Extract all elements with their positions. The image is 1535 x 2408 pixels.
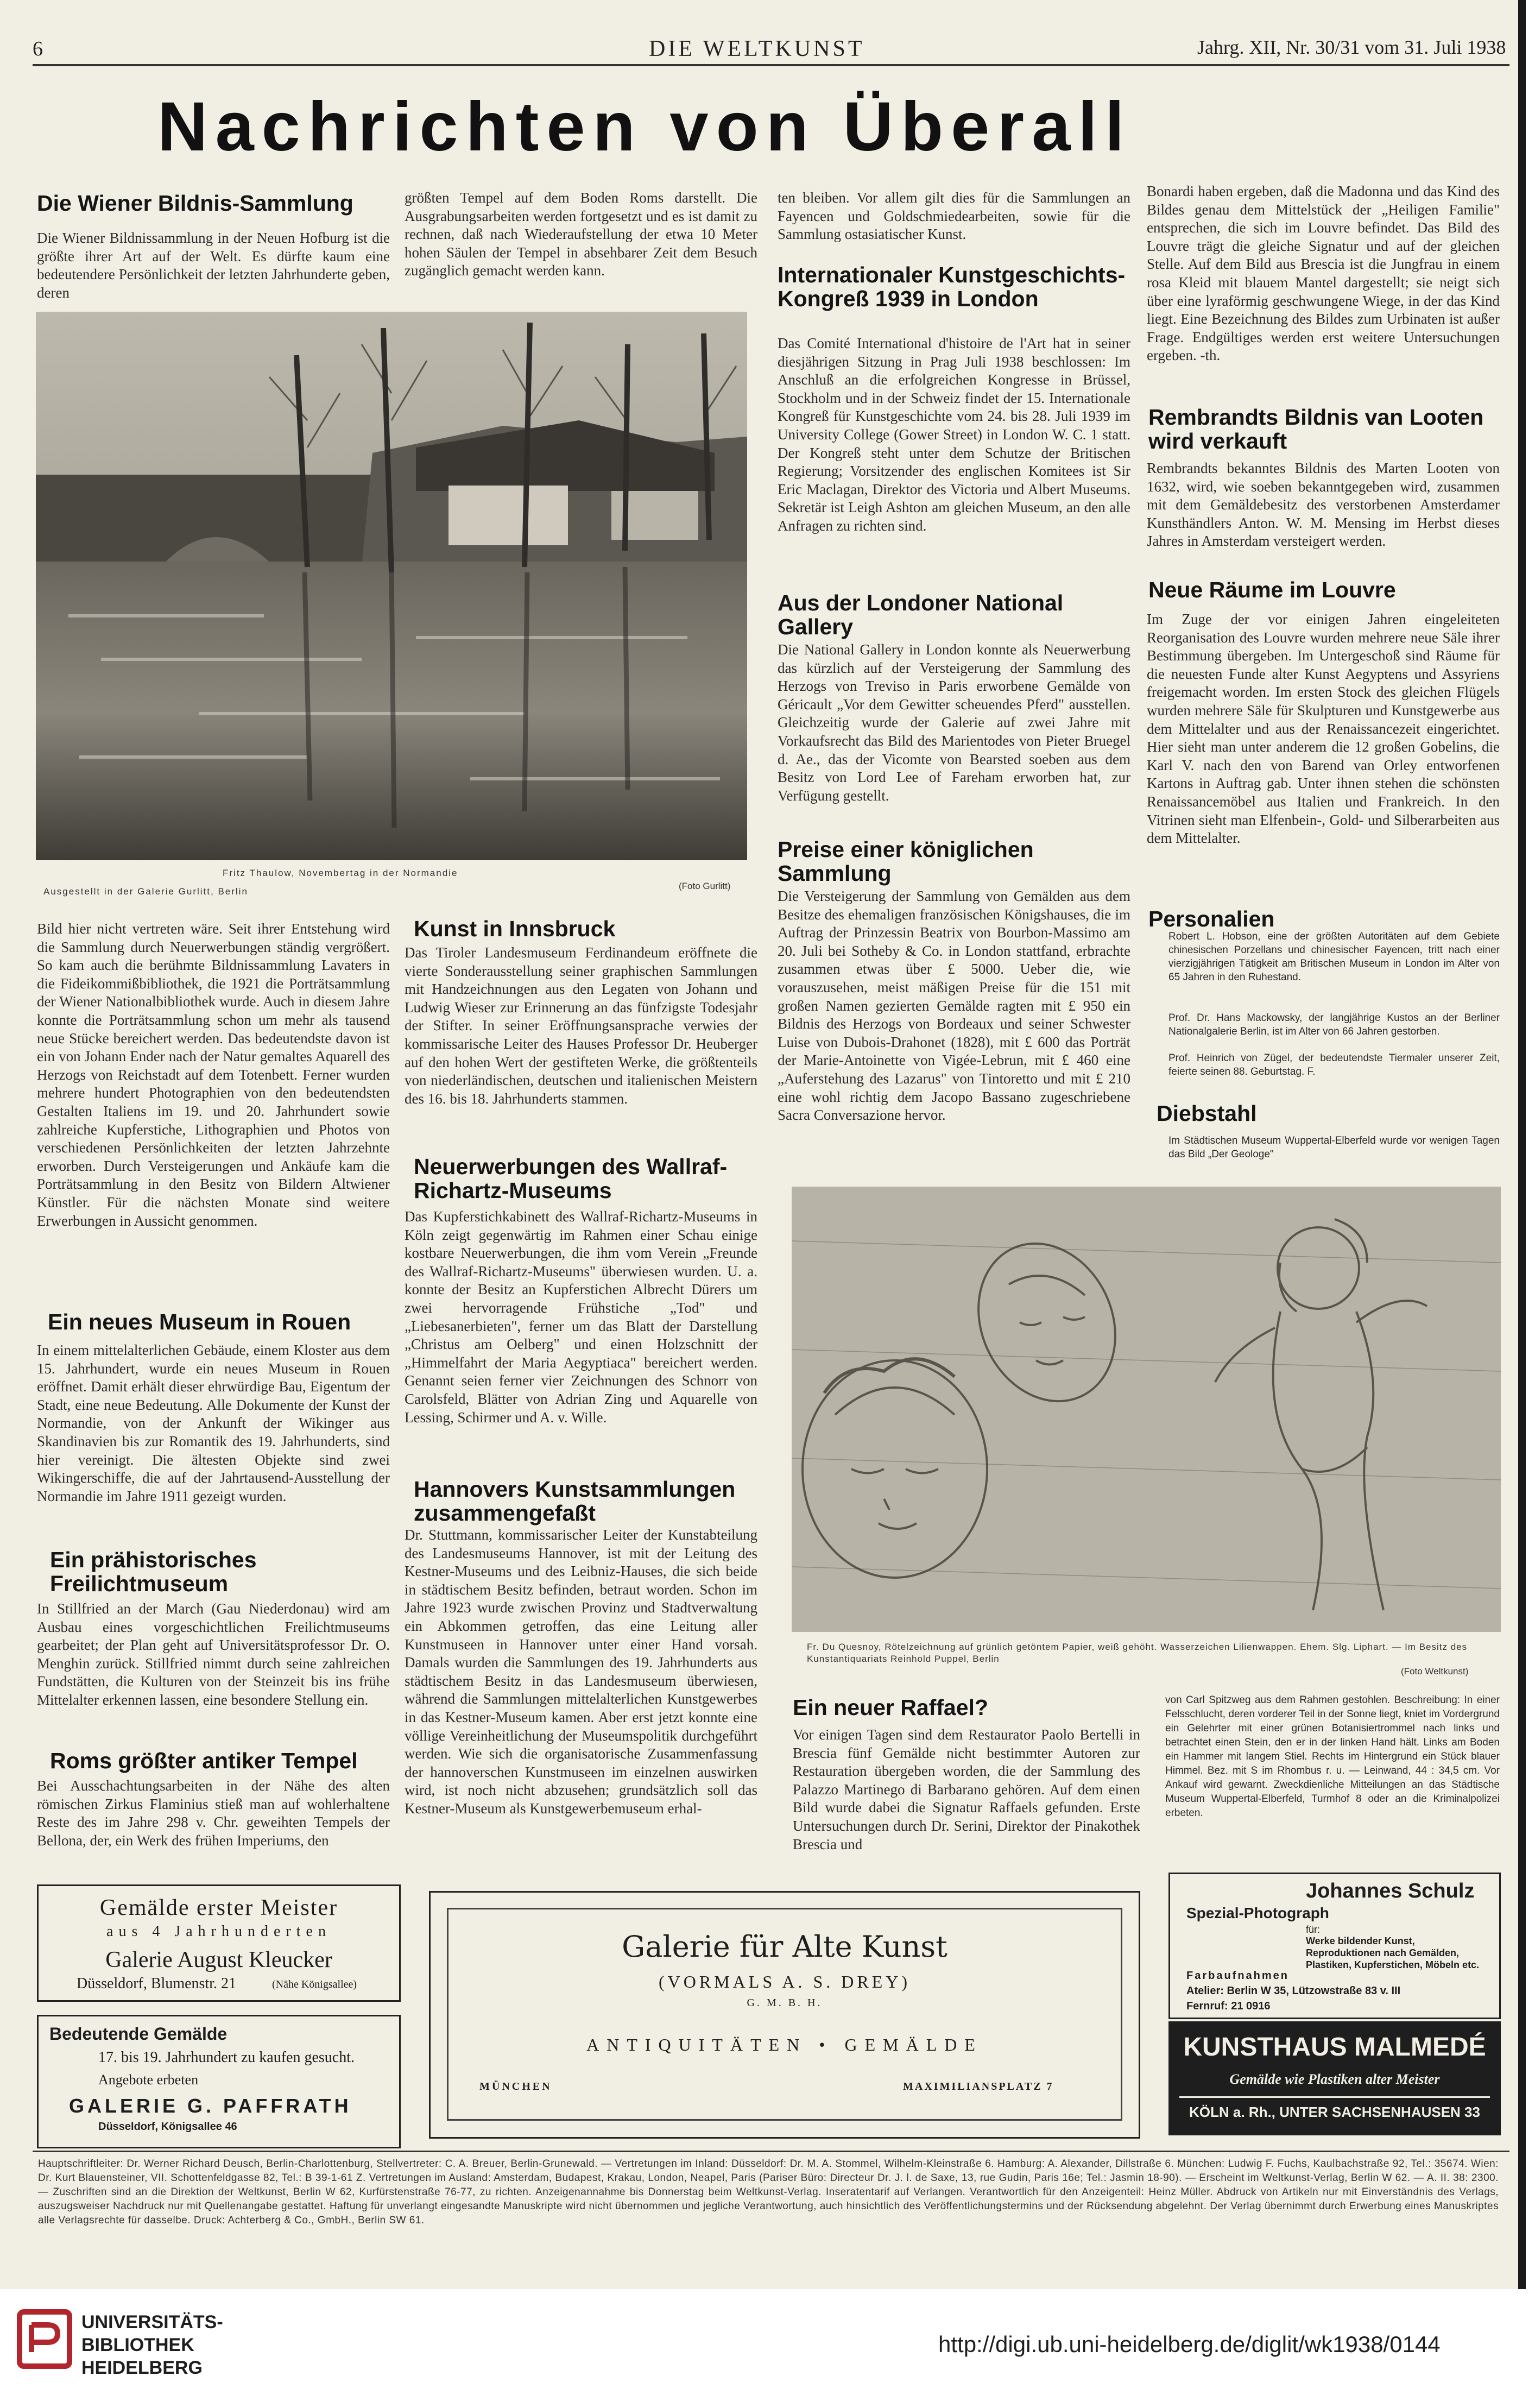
masthead: DIE WELTKUNST: [649, 36, 865, 61]
heading-preise: Preise einer königlichen Sammlung: [778, 837, 1034, 886]
imprint-rule: [33, 2151, 1509, 2152]
ad-schulz-line5: Farbaufnahmen: [1186, 1970, 1290, 1982]
ad-paffrath-line3: Angebote erbeten: [98, 2072, 199, 2088]
ad-schulz-phone: Fernruf: 21 0916: [1186, 2000, 1271, 2012]
heading-rembrandt: Rembrandts Bildnis van Looten wird verkauft: [1148, 405, 1484, 454]
personalien-mackowsky: Prof. Dr. Hans Mackowsky, der langjährige Kustos an der Berliner Nationalgalerie Berlin, ist im Alter von 66 Jahren gestorben.: [1168, 1012, 1500, 1037]
heading-rouen: Ein neues Museum in Rouen: [48, 1309, 351, 1334]
ad-malmede-address: KÖLN a. Rh., UNTER SACHSENHAUSEN 33: [1189, 2104, 1480, 2120]
personalien-hobson: Robert L. Hobson, eine der größten Autoritäten auf dem Gebiete chinesischen Porzellans und chinesischer Fayencen, tritt nach einer vierzigjährigen Tätigkeit am Britischen Museum in London im Alter von 65 Jahren in den Ruhestand.: [1168, 931, 1500, 983]
library-name-line2: BIBLIOTHEK: [81, 2335, 194, 2355]
drawing-caption: Fr. Du Quesnoy, Rötelzeichnung auf grünlich getöntem Papier, weiß gehöht. Wasserzeichen Lilienwappen. Ehem. Slg. Liphart. — Im Besitz des Kunstantiquariats Reinhold Puppel, Berlin: [807, 1642, 1468, 1664]
imprint-text: Hauptschriftleiter: Dr. Werner Richard Deusch, Berlin-Charlottenburg, Stellvertreter: C. A. Breuer, Berlin-Grunewald. — Vertretungen im Inland: Düsseldorf: Dr. M. A. Stommel, Wilhelm-Kleinstraße 6. Hamburg: A. Alexander, Dillstraße 6. München: Ludwig F. Fuchs, Kaulbachstraße 92, Tel.: 35674. Wien: Dr. Kurt Blauensteiner, VII. Schottenfeldgasse 82, Tel.: B 39-1-61 Z. Vertretungen im Ausland: Amsterdam, Budapest, Krakau, London, Neapel, Paris (Pariser Büro: Directeur Dr. J. l. de Saxe, 13, rue Gudin, Paris 16e; Tel.: Jasmin 18-90). — Erscheint im Weltkunst-Verlag, Berlin W 62. — A. II. 38: 2300. — Zuschriften sind an die Direktion der Weltkunst, Berlin W 62, Kurfürstenstraße 76-77, zu richten. Anzeigenannahme bis Donnerstag beim Weltkunst-Verlag. Inseratentarif auf Verlangen. Verantwortlich für den Anzeigenteil: Heinz Müller. Abdruck von Artikeln nur mit Einverständnis des Verlags, auszugsweiser Nachdruck nur mit Quellenangabe gestattet. Haftung für unverlangt eingesandte Manuskripte wird nicht übernommen und jegliche Verantwortung, auch hinsichtlich des Veröffentlichungstermins und der Rücksendung abgelehnt. Der Verlag übernimmt durch Erwerbung eines Manuskriptes alle Verlagsrechte für dasselbe. Druck: Achterberg & Co., GmbH., Berlin SW 61.: [38, 2158, 1499, 2226]
article-freilichtmuseum: In Stillfried an der March (Gau Niederdonau) wird am Ausbau eines vorgeschichtlichen Freilichtmuseums gearbeitet; der Plan geht auf Universitätsprofessor Dr. O. Menghin zurück. Stillfried nimmt durch seine zahlreichen Fundstätten, die Kulturen von der Steinzeit bis ins frühe Mittelalter erkennen lassen, eine besondere Stellung ein.: [37, 1600, 390, 1708]
ad-paffrath-name: GALERIE G. PAFFRATH: [69, 2095, 352, 2117]
heading-national-gallery: Aus der Londoner National Gallery: [778, 590, 1064, 640]
page-title: Nachrichten von Überall: [157, 88, 1132, 166]
ad-malmede: [1168, 2021, 1501, 2135]
ad-drey: [429, 1891, 1140, 2139]
ad-kleucker-line1: Gemälde erster Meister: [99, 1895, 338, 1920]
heading-rom-tempel: Roms größter antiker Tempel: [50, 1748, 358, 1773]
ad-schulz: [1168, 1873, 1501, 2019]
article-national-gallery: Die National Gallery in London konnte als Neuerwerbung das kürzlich auf der Versteigerung der Sammlung des Herzogs von Treviso in Paris erworbene Gemälde von Géricault „Vor dem Gewitter scheuendes Pferd" ausstellen. Gleichzeitig wurde der Galerie auf zwei Jahre mit Vorkaufsrecht das Bild des Marientodes von Pieter Bruegel d. Ae., das der Vicomte von Bearsted soeben aus dem Besitz von Lord Lee of Fareham erworben hat, zur Verfügung gestellt.: [778, 641, 1130, 804]
library-footer-bar: [0, 2289, 1535, 2408]
header-rule: [33, 64, 1509, 66]
article-raffael: Vor einigen Tagen sind dem Restaurator Paolo Bertelli in Brescia fünf Gemälde nicht bestimmter Autoren zur Restauration übergeben worden, die der Sammlung des Palazzo Martinego di Barbarano gehören. Auf dem einen Bild wurde dabei die Signatur Raffaels gefunden. Erste Untersuchungen durch Dr. Serini, Direktor der Pinakothek Brescia und: [793, 1726, 1140, 1852]
source-url-link[interactable]: http://digi.ub.uni-heidelberg.de/diglit/wk1938/0144: [938, 2331, 1441, 2357]
article-diebstahl: Im Städtischen Museum Wuppertal-Elberfeld wurde vor wenigen Tagen das Bild „Der Geologe": [1168, 1135, 1500, 1160]
painting-caption-artist: Fritz Thaulow, Novembertag in der Normandie: [223, 868, 458, 878]
ad-kleucker-name: Galerie August Kleucker: [105, 1947, 332, 1972]
ad-paffrath-line2: 17. bis 19. Jahrhundert zu kaufen gesucht.: [98, 2049, 355, 2066]
article-wiener-bildnis-intro: Die Wiener Bildnissammlung in der Neuen Hofburg ist die größte ihrer Art auf der Welt. Es dürfte kaum eine bedeutendere Persönlichkeit der letzten Jahrhunderte geben, deren: [37, 230, 390, 301]
article-col3-continued: ten bleiben. Vor allem gilt dies für die Sammlungen an Fayencen und Goldschmiedearbeiten, sowie für die Sammlung ostasiatischer Kunst.: [778, 190, 1130, 243]
ad-drey-city: MÜNCHEN: [479, 2081, 552, 2092]
heading-freilichtmuseum: Ein prähistorisches Freilichtmuseum: [50, 1547, 257, 1597]
article-rouen: In einem mittelalterlichen Gebäude, einem Kloster aus dem 15. Jahrhundert, wurde ein neues Museum in Rouen eröffnet. Damit erhält dieser ehrwürdige Bau, Eigentum der Stadt, eine neue Bedeutung. Alle Dokumente der Kunst der Normandie, von der Ankunft der Wikinger aus Skandinavien bis zur Romantik des 19. Jahrhunderts, sind hier vereinigt. Die ältesten Objekte sind zwei Wikingerschiffe, die auf der Jahrtausend-Ausstellung der Normandie im Jahre 1911 gezeigt wurden.: [37, 1342, 390, 1504]
heading-raffael: Ein neuer Raffael?: [793, 1695, 988, 1720]
ad-paffrath-address: Düsseldorf, Königsallee 46: [98, 2121, 237, 2133]
article-hannover: Dr. Stuttmann, kommissarischer Leiter der Kunstabteilung des Landesmuseums Hannover, ist mit der Leitung des Kestner-Museums und des Leibniz-Hauses, die sich beide in städtischem Besitz befinden, betraut worden. Schon im Jahre 1923 wurde zwischen Provinz und Stadtverwaltung ein Abkommen getroffen, das eine Leitung aller Kunstmuseen in Hannover unter einer Hand vorsah. Damals wurden die Sammlungen des 19. Jahrhunderts aus städtischem Besitz in das Landesmuseum überwiesen, während die Sammlungen mittelalterlichen Kunstgewerbes in das Kestner-Museum kamen. Aber erst jetzt konnte eine völlige Vereinheitlichung der Museumspolitik durchgeführt werden. Wie sich die organisatorische Zusammenfassung der hannoverschen Kunstmuseen im einzelnen auswirken wird, ist noch nicht abzusehen; grundsätzlich soll das Kestner-Museum als Kunstgewerbemuseum erhal-: [405, 1527, 757, 1817]
heading-louvre: Neue Räume im Louvre: [1148, 577, 1396, 602]
heading-kongress: Internationaler Kunstgeschichts-Kongreß 1939 in London: [778, 262, 1126, 312]
ad-malmede-name: KUNSTHAUS MALMEDÉ: [1183, 2033, 1486, 2062]
article-preise: Die Versteigerung der Sammlung von Gemälden aus dem Besitze des ehemaligen französischen Königshauses, die im Auftrag der Prinzessin Beatrix von Bourbon-Massimo am 20. Juli bei Sotheby & Co. in London stattfand, erbrachte zusammen etwas über £ 5000. Ueber die, wie vorauszusehen, meist mäßigen Preise für die 151 mit großen Namen gezierten Gemälde ragten mit £ 950 ein Bildnis des Herzogs von Bordeaux und seiner Schwester Luise von Dubois-Drahonet (1828), mit £ 600 das Porträt der Marie-Antoinette von Vigée-Lebrun, mit £ 460 eine „Auferstehung des Lazarus" von Tintoretto und mit £ 210 eine wohl richtig dem Jacopo Bassano zugeschriebene Sacra Conversazione hervor.: [778, 888, 1130, 1124]
ad-malmede-rule: [1179, 2096, 1490, 2098]
ad-paffrath: [37, 2015, 401, 2148]
drawing-image: [792, 1187, 1501, 1632]
heading-hannover: Hannovers Kunstsammlungen zusammengefaßt: [414, 1477, 736, 1526]
article-rom-tempel-continued: größten Tempel auf dem Boden Roms darstellt. Die Ausgrabungsarbeiten werden fortgesetzt und es ist damit zu rechnen, daß nach Wiederaufstellung der etwa 10 Meter hohen Säulen der Tempel in absehbarer Zeit dem Besuch zugänglich gemacht werden kann.: [405, 190, 757, 279]
ad-schulz-for: für:: [1306, 1924, 1321, 1935]
article-rembrandt: Rembrandts bekanntes Bildnis des Marten Looten von 1632, wird, wie soeben bekanntgegeben wird, zusammen mit dem Gemäldebesitz des verstorbenen Amsterdamer Kunsthändlers Anton. W. M. Mensing im Herbst dieses Jahres in Amsterdam versteigert werden.: [1147, 460, 1500, 550]
article-rom-tempel: Bei Ausschachtungsarbeiten in der Nähe des alten römischen Zirkus Flaminius stieß man auf wohlerhaltene Reste des im Jahre 298 v. Chr. geweihten Tempels der Bellona, der, ein Werk des frühen Imperiums, den: [37, 1777, 390, 1849]
heading-wiener-bildnis: Die Wiener Bildnis-Sammlung: [37, 191, 353, 216]
ad-paffrath-line1: Bedeutende Gemälde: [49, 2024, 228, 2044]
ad-schulz-name: Johannes Schulz: [1306, 1880, 1475, 1902]
ad-kleucker-line2: aus 4 Jahrhunderten: [106, 1923, 331, 1940]
ad-kleucker-note: (Nähe Königsallee): [272, 1978, 357, 1990]
ad-schulz-services: Werke bildender Kunst, Reproduktionen nach Gemälden, Plastiken, Kupferstichen, Möbeln etc.: [1306, 1936, 1480, 1970]
article-kongress: Das Comité International d'histoire de l'Art hat in seiner diesjährigen Sitzung in Prag Juli 1938 beschlossen: Im Anschluß an die erfolgreichen Kongresse in Brüssel, Stockholm und in der Schweiz findet der 15. Internationale Kongreß für Kunstgeschichte vom 24. bis 28. Juli 1939 im University College (Gower Street) in London W. C. 1 statt. Der Kongreß steht unter dem Schutze der Britischen Regierung; Vorsitzender des englischen Komitees ist Sir Eric Maclagan, Direktor des Victoria und Albert Museums. Sekretär ist Leigh Ashton am gleichen Museum, an den alle Anfragen zu richten sind.: [778, 335, 1130, 534]
personalien-zuegel: Prof. Heinrich von Zügel, der bedeutendste Tiermaler unserer Zeit, feierte seinen 88. Geburtstag. F.: [1168, 1052, 1500, 1077]
article-diebstahl-continued: von Carl Spitzweg aus dem Rahmen gestohlen. Beschreibung: In einer Felsschlucht, deren vorderer Teil in der Sonne liegt, kniet im Vordergrund ein Gelehrter mit einer grünen Botanisiertrommel nach links und betrachtet einen Stein, den er in der linken Hand hält. Links am Boden ein Hammer mit langem Stiel. Rechts im Hintergrund ein Stück blauer Himmel. Bez. mit S im Rhombus r. u. — Leinwand, 44 : 34,5 cm. Vor Ankauf wird gewarnt. Zweckdienliche Mitteilungen an das Städtische Museum Wuppertal-Elberfeld, Turmhof 8 oder an die Kriminalpolizei erbeten.: [1165, 1694, 1500, 1819]
painting-credit: (Foto Gurlitt): [679, 881, 731, 891]
heading-innsbruck: Kunst in Innsbruck: [414, 916, 616, 941]
university-library-logo-icon: [16, 2309, 73, 2369]
ad-malmede-line2: Gemälde wie Plastiken alter Meister: [1229, 2071, 1440, 2087]
heading-personalien: Personalien: [1148, 906, 1275, 931]
ad-drey-name: Galerie für Alte Kunst: [622, 1930, 947, 1964]
heading-diebstahl: Diebstahl: [1157, 1101, 1257, 1126]
painting-caption-exhibit: Ausgestellt in der Galerie Gurlitt, Berlin: [43, 886, 248, 897]
ad-schulz-line2: Spezial-Photograph: [1186, 1905, 1329, 1921]
ad-drey-line2: (VORMALS A. S. DREY): [658, 1972, 911, 1991]
page-number: 6: [33, 37, 43, 60]
heading-wallraf: Neuerwerbungen des Wallraf-Richartz-Museums: [414, 1154, 728, 1203]
ad-kleucker-address: Düsseldorf, Blumenstr. 21: [77, 1975, 236, 1992]
library-name-line1: UNIVERSITÄTS-: [81, 2312, 223, 2333]
drawing-credit: (Foto Weltkunst): [1401, 1666, 1469, 1676]
article-wallraf: Das Kupferstichkabinett des Wallraf-Richartz-Museums in Köln zeigt gegenwärtig im Rahmen einer Schau einige kostbare Neuerwerbungen, die ihm vom Verein „Freunde des Wallraf-Richartz-Museums" überwiesen wurden. U. a. konnte der Besitz an Kupferstichen Albrecht Dürers um zwei hervorragende Frühstiche „Tod" und „Liebesanerbieten", ferner um das Blatt der Darstellung „Christus am Oelberg" und einen Holzschnitt der „Himmelfahrt der Maria Aegyptiaca" bereichert werden. Genannt seien ferner vier Zeichnungen des Schnorr von Carolsfeld, Blätter von Adrian Zing und Aquarelle von Lessing, Schirmer und A. v. Wille.: [405, 1208, 757, 1426]
library-name-line3: HEIDELBERG: [81, 2357, 203, 2378]
article-raffael-continued: Bonardi haben ergeben, daß die Madonna und das Kind des Bildes genau dem Mittelstück der „Heiligen Familie" entsprechen, die sich im Louvre befindet. Das Bild des Louvre trägt die gleiche Signatur und auf der gleichen Stelle. Auf dem Bild aus Brescia ist die Jungfrau in einem rosa Kleid mit blauem Mantel dargestellt; sie neigt sich über eine lyraförmig geschwungene Wiege, in der das Kind liegt. Eine Bezeichnung des Bildes zum Urbinaten ist außer Frage. Endgültiges werden erst weitere Untersuchungen ergeben. -th.: [1147, 183, 1500, 364]
article-innsbruck: Das Tiroler Landesmuseum Ferdinandeum eröffnete die vierte Sonderausstellung seiner graphischen Sammlungen mit Handzeichnungen aus den Legaten von Johann und Ludwig Wieser zur Erinnerung an das fünfzigste Todesjahr der Stifter. In seiner Eröffnungsansprache verwies der kommissarische Leiter des Hauses Professor Dr. Heuberger auf den hohen Wert der gestifteten Werke, die größtenteils von niederländischen, deutschen und italienischen Meistern des 16. bis 18. Jahrhunderts stammen.: [405, 944, 757, 1107]
ad-kleucker: [37, 1884, 401, 2002]
issue-line: Jahrg. XII, Nr. 30/31 vom 31. Juli 1938: [1197, 36, 1506, 58]
ad-drey-line4: ANTIQUITÄTEN • GEMÄLDE: [586, 2035, 983, 2054]
painting-image: [36, 312, 747, 860]
article-wiener-bildnis-body: Bild hier nicht vertreten wäre. Seit ihrer Entstehung wird die Sammlung durch Neuerwerbungen ständig vergrößert. So kam auch die berühmte Bildnissammlung Lavaters in die Fideikommißbibliothek, die 1921 die Porträtsammlung der Wiener Nationalbibliothek wurde. Auch in diesem Jahre konnte die Porträtsammlung schon um mehr als tausend neue Stücke bereichert werden. Das bedeutendste davon ist ein von Johann Ender nach der Natur gemaltes Aquarell des Herzogs von Reichstadt auf dem Totenbett. Ferner wurden mehrere hundert Photographien von den bedeutendsten Gestalten Italiens im 19. und 20. Jahrhundert sowie zahlreiche Kupferstiche, Lithographien und Photos von verschiedenen Persönlichkeiten der letzten Jahrzehnte erworben. Durch Versteigerungen und Ankäufe kam die Porträtsammlung in den Besitz von Bildern Altwiener Künstler. Für die nächsten Monate sind weitere Erwerbungen in Aussicht genommen.: [37, 921, 390, 1229]
article-louvre: Im Zuge der vor einigen Jahren eingeleiteten Reorganisation des Louvre wurden mehrere neue Säle ihrer Bestimmung übergeben. Im Untergeschoß sind Räume für die neuesten Funde alter Kunst Aegyptens und Assyriens freigemacht worden. Im ersten Stock des gleichen Flügels wurden mehrere Säle für Skulpturen und Kunstgewerbe aus dem Mittelalter und aus der Renaissancezeit eingerichtet. Hier sieht man unter anderem die 12 großen Gobelins, die Karl V. nach den von Barend van Orley entworfenen Kartons in Auftrag gab. Unter ihnen stehen die schönsten Renaissancemöbel aus Italien und Frankreich. In den Vitrinen sieht man Elfenbein-, Gold- und Silberarbeiten aus dem Mittelalter.: [1147, 611, 1500, 847]
ad-drey-line3: G. M. B. H.: [747, 1997, 823, 2009]
ad-schulz-atelier: Atelier: Berlin W 35, Lützowstraße 83 v. III: [1186, 1985, 1401, 1997]
ad-drey-address: MAXIMILIANSPLATZ 7: [903, 2081, 1054, 2092]
